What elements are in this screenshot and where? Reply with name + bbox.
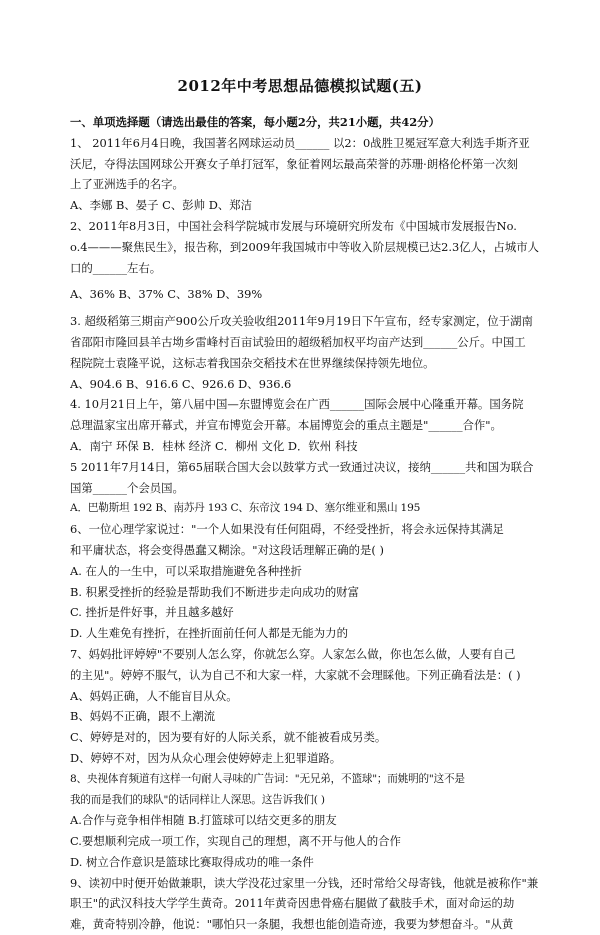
question-text: 国第______个会员国。 bbox=[70, 480, 184, 495]
question-text: 总理温家宝出席开幕式，并宣布博览会开幕。本届博览会的重点主题是"______合作"。 bbox=[70, 418, 502, 433]
answer-options: A、李娜 B、晏子 C、彭帅 D、郑洁 bbox=[70, 198, 252, 213]
question-5 bbox=[70, 457, 540, 519]
question-text: 1、 2011年6月4日晚，我国著名网球运动员______ 以2：0战胜卫冕冠军意大利选手斯齐亚 bbox=[70, 135, 530, 150]
question-text: 4. 10月21日上午，第八届中国—东盟博览会在广西______国际会展中心隆重开幕。国务院 bbox=[70, 397, 524, 412]
question-4 bbox=[70, 394, 540, 456]
question-text: 口的______左右。 bbox=[70, 260, 162, 275]
question-8 bbox=[70, 769, 540, 873]
question-7 bbox=[70, 644, 540, 769]
question-text: 9、读初中时便开始做兼职，读大学没花过家里一分钱，还时常给父母寄钱，他就是被称作"兼 bbox=[70, 875, 539, 890]
question-text: 我的而是我们的球队"的话同样让人深思。这告诉我们( ) bbox=[70, 793, 325, 806]
question-list bbox=[70, 112, 540, 935]
question-text: 8、央视体育频道有这样一句耐人寻味的广告词："无兄弟，不篮球"；而姚明的"这不是 bbox=[70, 772, 465, 785]
question-text: 7、妈妈批评婷婷"不要别人怎么穿，你就怎么穿。人家怎么做，你也怎么做，人要有自己 bbox=[70, 646, 516, 661]
question-6 bbox=[70, 519, 540, 644]
answer-options: A、36% B、37% C、38% D、39% bbox=[70, 287, 263, 302]
question-1 bbox=[70, 133, 540, 216]
question-text: 省邵阳市隆回县羊古坳乡雷峰村百亩试验田的超级稻加权平均亩产达到______公斤。中国工 bbox=[70, 334, 526, 349]
answer-option: C. 挫折是件好事，并且越多越好 bbox=[70, 605, 234, 620]
question-3 bbox=[70, 311, 540, 394]
answer-option: C、婷婷是对的，因为要有好的人际关系，就不能被看成另类。 bbox=[70, 730, 387, 745]
question-9 bbox=[70, 873, 540, 935]
answer-option: D. 人生难免有挫折，在挫折面前任何人都是无能为力的 bbox=[70, 626, 348, 641]
answer-option: D. 树立合作意识是篮球比赛取得成功的唯一条件 bbox=[70, 854, 314, 869]
question-2 bbox=[70, 216, 540, 305]
answer-option: D、婷婷不对，因为从众心理会使婷婷走上犯罪道路。 bbox=[70, 750, 342, 765]
question-text: 职王"的武汉科技大学学生黄奇。2011年黄奇因患骨癌右腿做了截肢手术，面对命运的劫 bbox=[70, 896, 515, 911]
question-text: 的主见"。婷婷不服气，认为自己不和大家一样，大家就不会理睬他。下列正确看法是：( ) bbox=[70, 667, 521, 682]
question-text: 和平庸状态，将会变得愚蠢又糊涂。"对这段话理解正确的是( ) bbox=[70, 542, 384, 557]
answer-options: A．巴勒斯坦 192 B、南苏丹 193 C、东帝汶 194 D、塞尔维亚和黑山 195 bbox=[70, 502, 421, 515]
answer-options: A、904.6 B、916.6 C、926.6 D、936.6 bbox=[70, 376, 292, 391]
question-text: 3. 超级稻第三期亩产900公斤攻关验收组2011年9月19日下午宣布，经专家测定，位于湖南 bbox=[70, 314, 533, 329]
answer-option: C.要想顺利完成一项工作，实现自己的理想，离不开与他人的合作 bbox=[70, 834, 401, 849]
section-heading: 一、单项选择题（请选出最佳的答案，每小题2分，共21小题，共42分） bbox=[70, 115, 440, 129]
question-text: 上了亚洲选手的名字。 bbox=[70, 177, 184, 192]
question-text: 6、一位心理学家说过："一个人如果没有任何阻碍，不经受挫折，将会永远保持其满足 bbox=[70, 522, 504, 537]
answer-option: A、妈妈正确，人不能盲目从众。 bbox=[70, 688, 238, 703]
answer-option: A. 在人的一生中，可以采取措施避免各种挫折 bbox=[70, 563, 302, 578]
answer-options: A．南宁 环保 B．桂林 经济 C．柳州 文化 D．钦州 科技 bbox=[70, 438, 358, 453]
answer-option: B、妈妈不正确，跟不上潮流 bbox=[70, 709, 216, 724]
question-text: 2、2011年8月3日，中国社会科学院城市发展与环境研究所发布《中国城市发展报告No. bbox=[70, 218, 517, 233]
answer-option: A.合作与竞争相伴相随 B.打篮球可以结交更多的朋友 bbox=[70, 813, 337, 828]
question-text: 程院院士袁隆平说，这标志着我国杂交稻技术在世界继续保持领先地位。 bbox=[70, 355, 435, 370]
page-title: 2012年中考思想品德模拟试题(五) bbox=[177, 77, 423, 95]
question-text: o.4———聚焦民生》，报告称，到2009年我国城市中等收入阶层规模已达2.3亿人，占城市人 bbox=[70, 239, 539, 254]
answer-option: B. 积累受挫折的经验是帮助我们不断进步走向成功的财富 bbox=[70, 584, 359, 599]
question-text: 沃尼，夺得法国网球公开赛女子单打冠军，象征着网坛最高荣誉的苏珊·朗格伦杯第一次刻 bbox=[70, 156, 518, 171]
question-text: 难，黄奇特别冷静，他说："哪怕只一条腿，我想也能创造奇迹，我要为梦想奋斗。"从黄 bbox=[70, 917, 514, 932]
question-text: 5 2011年7月14日，第65届联合国大会以鼓掌方式一致通过决议，接纳______共和国为联合 bbox=[70, 459, 534, 474]
